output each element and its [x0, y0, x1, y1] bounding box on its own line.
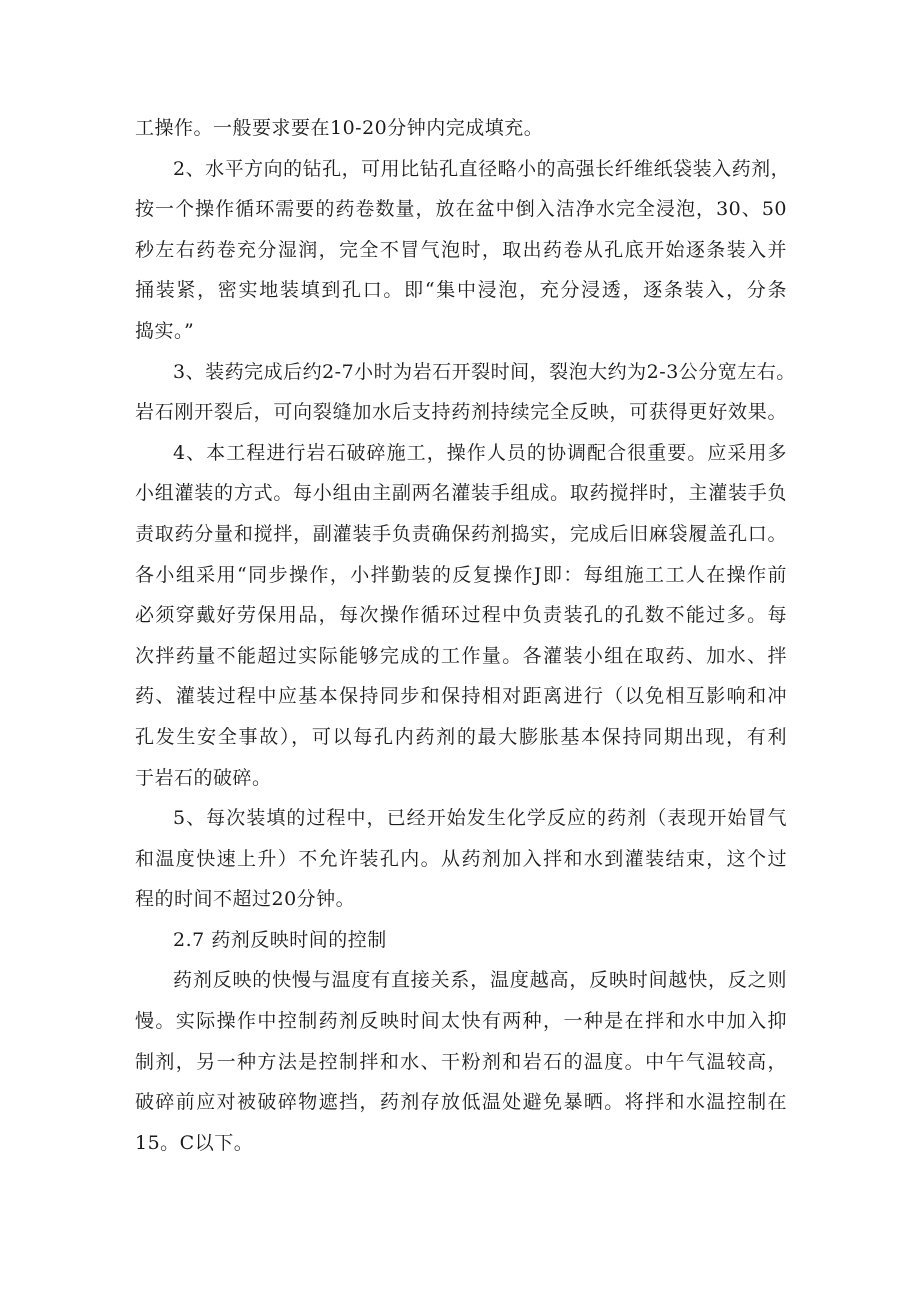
section-heading: 2.7 药剂反映时间的控制 [173, 928, 387, 951]
document-page [135, 108, 796, 1163]
text-line: 责取药分量和搅拌，副灌装手负责确保药剂捣实，完成后旧麻袋履盖孔口。 [135, 522, 787, 545]
text-line: 秒左右药卷充分湿润，完全不冒气泡时，取出药卷从孔底开始逐条装入并 [135, 238, 787, 261]
text-line: 岩石刚开裂后，可向裂缝加水后支持药剂持续完全反映，可获得更好效果。 [135, 401, 787, 424]
text-line: 各小组采用“同步操作，小拌勤装的反复操作J即：每组施工工人在操作前 [135, 563, 787, 586]
paragraph-3-start: 3、装药完成后约2-7小时为岩石开裂时间，裂泡大约为2-3公分宽左右。 [173, 360, 796, 383]
text-line: 程的时间不超过20分钟。 [135, 888, 356, 911]
text-line: 按一个操作循环需要的药卷数量，放在盆中倒入洁净水完全浸泡，30、50 [135, 198, 787, 221]
text-line: 制剂，另一种方法是控制拌和水、干粉剂和岩石的温度。中午气温较高， [135, 1050, 787, 1073]
text-line: 小组灌装的方式。每小组由主副两名灌装手组成。取药搅拌时，主灌装手负 [135, 482, 787, 505]
text-line: 捅装紧，密实地装填到孔口。即“集中浸泡，充分浸透，逐条装入，分条 [135, 279, 787, 302]
paragraph-2-start: 2、水平方向的钻孔，可用比钻孔直径略小的高强长纤维纸袋装入药剂， [173, 157, 791, 180]
text-line: 和温度快速上升）不允许装孔内。从药剂加入拌和水到灌装结束，这个过 [135, 847, 787, 870]
text-line: 破碎前应对被破碎物遮挡，药剂存放低温处避免暴晒。将拌和水温控制在 [135, 1091, 787, 1114]
text-line: 必须穿戴好劳保用品，每次操作循环过程中负责装孔的孔数不能过多。每 [135, 604, 787, 627]
text-line: 孔发生安全事故），可以每孔内药剂的最大膨胀基本保持同期出现，有利 [135, 725, 787, 748]
text-line: 药、灌装过程中应基本保持同步和保持相对距离进行（以免相互影响和冲 [135, 685, 787, 708]
text-line: 捣实。” [135, 319, 195, 342]
text-line: 于岩石的破碎。 [135, 766, 272, 789]
text-line: 15。C以下。 [135, 1131, 254, 1154]
paragraph-4-start: 4、本工程进行岩石破碎施工，操作人员的协调配合很重要。应采用多 [173, 441, 787, 464]
paragraph-start: 药剂反映的快慢与温度有直接关系，温度越高，反映时间越快，反之则 [173, 969, 787, 992]
text-line: 慢。实际操作中控制药剂反映时间太快有两种，一种是在拌和水中加入抑 [135, 1010, 787, 1033]
text-line: 次拌药量不能超过实际能够完成的工作量。各灌装小组在取药、加水、拌 [135, 644, 787, 667]
paragraph-5-start: 5、每次装填的过程中，已经开始发生化学反应的药剂（表现开始冒气 [173, 807, 787, 830]
text-line: 工操作。一般要求要在10-20分钟内完成填充。 [135, 117, 544, 139]
